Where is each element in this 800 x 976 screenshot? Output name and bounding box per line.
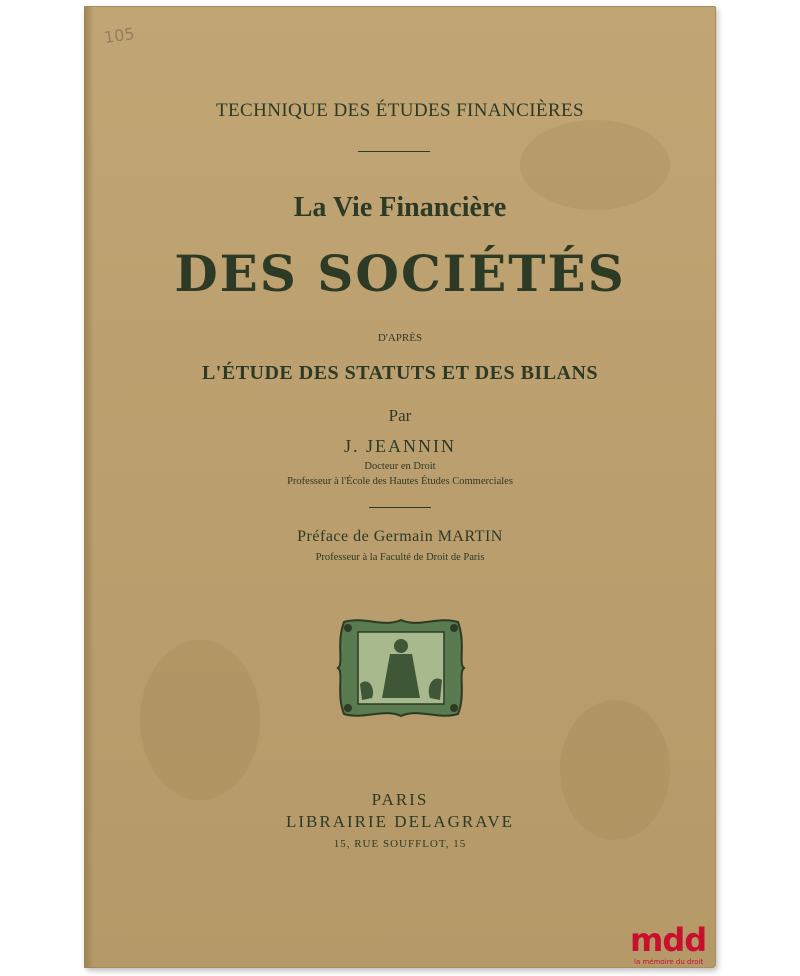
emblem-corner-ornament (344, 624, 352, 632)
emblem-corner-ornament (344, 704, 352, 712)
author-name: J. JEANNIN (344, 436, 456, 456)
divider-middle (369, 507, 431, 508)
preface-credit: Préface de Germain MARTIN (297, 528, 503, 545)
author-credential: Docteur en Droit (364, 461, 436, 472)
watermark-logo (630, 922, 730, 972)
emblem-corner-ornament (450, 624, 458, 632)
publisher-name: LIBRAIRIE DELAGRAVE (286, 812, 514, 831)
publisher-address: 15, RUE SOUFFLOT, 15 (333, 838, 467, 850)
by-label: Par (388, 406, 412, 425)
publisher-city: PARIS (371, 790, 429, 809)
watermark-tagline: la mémoire du droit (634, 958, 704, 966)
publisher-emblem (334, 614, 468, 722)
book-subtitle: La Vie Financière (293, 192, 507, 223)
paper-stain (140, 640, 260, 800)
book-topic: L'ÉTUDE DES STATUTS ET DES BILANS (201, 362, 599, 384)
watermark-logo-word: mdd (630, 921, 707, 959)
pencil-note: 105 (102, 23, 136, 48)
author-position: Professeur à l'École des Hautes Études Commerciales (287, 476, 513, 487)
divider-top (358, 151, 430, 152)
emblem-figure-head (394, 639, 408, 653)
title-preposition: D'APRÈS (377, 332, 423, 344)
emblem-corner-ornament (450, 704, 458, 712)
book-title: DES SOCIÉTÉS (174, 244, 626, 303)
preface-author-position: Professeur à la Faculté de Droit de Paris (315, 552, 485, 563)
series-title: TECHNIQUE DES ÉTUDES FINANCIÈRES (216, 100, 584, 121)
